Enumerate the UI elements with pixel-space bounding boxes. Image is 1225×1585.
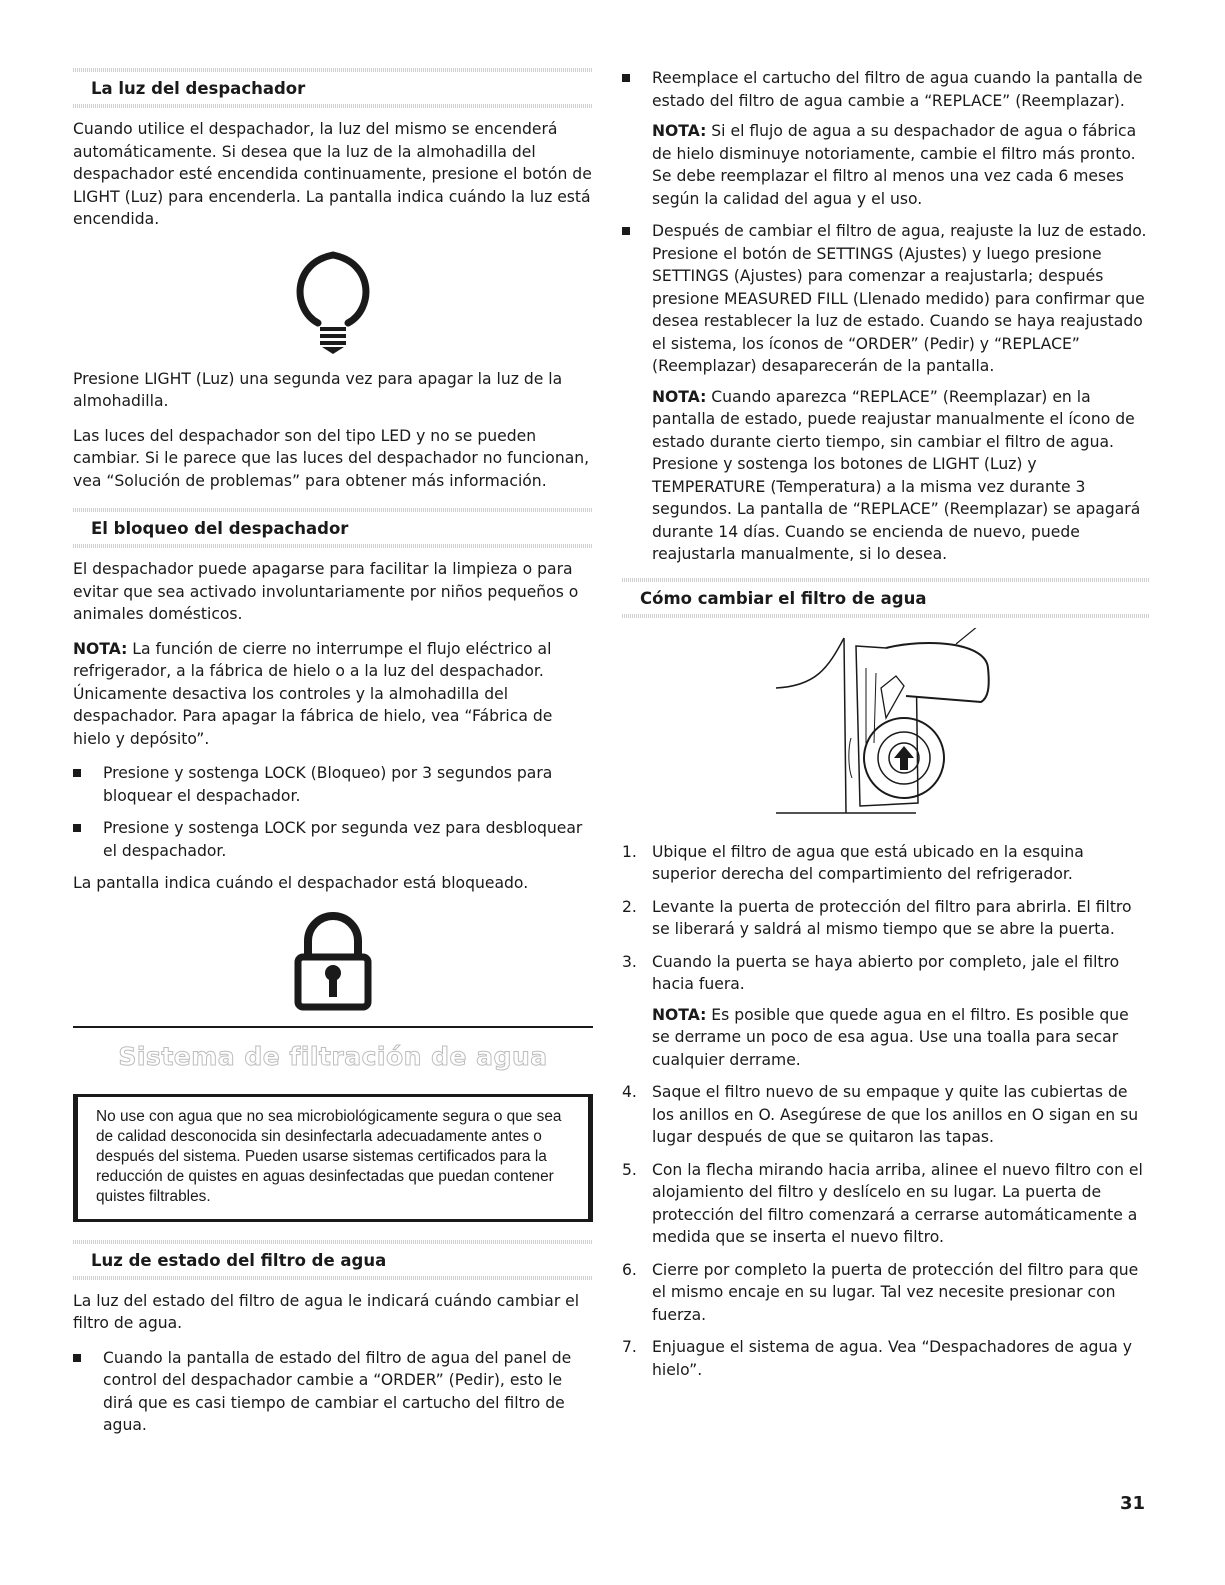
list-item: 2. Levante la puerta de protección del filtro para abrirla. El filtro se liberará y saldrá al mismo tiempo que se abre la puerta. — [622, 897, 1132, 938]
section-heading: Luz de estado del filtro de agua — [91, 1250, 387, 1270]
paragraph: Cuando utilice el despachador, la luz del mismo se encenderá automáticamente. Si desea que la luz de la almohadilla del despachador esté encendida continuamente, presione el botón de LIGHT (Luz) para encenderla. La pantalla indica cuándo la luz está encendida. — [73, 120, 592, 228]
note-label: NOTA: — [652, 387, 707, 406]
section-header-filter-status — [73, 1240, 593, 1280]
light-bulb-icon — [73, 243, 593, 358]
list-item: Presione y sostenga LOCK (Bloqueo) por 3 segundos para bloquear el despachador. — [73, 762, 593, 807]
list-item: 3. Cuando la puerta se haya abierto por completo, jale el filtro hacia fuera. NOTA: Es posible que quede agua en el filtro. Es posible que se derrame un poco de esa agua. Use una toalla para secar cualquier derrame. — [622, 951, 1150, 1072]
filter-status-bullet-list — [73, 1347, 593, 1437]
bullet-square-icon — [622, 227, 630, 235]
note-text: La función de cierre no interrumpe el flujo eléctrico al refrigerador, a la fábrica de hielo o a la luz del despachador. Únicamente desactiva los controles y la almohadilla del despachador. Para apagar la fábrica de hielo, vea “Fábrica de hielo y depósito”. — [73, 639, 553, 748]
header-rule — [622, 614, 1150, 618]
list-item: 5. Con la flecha mirando hacia arriba, alinee el nuevo filtro con el alojamiento del filtro y deslícelo en su lugar. La puerta de protección del filtro comenzará a cerrarse automáticamente a medida que se inserta el nuevo filtro. — [622, 1160, 1143, 1246]
list-item: Después de cambiar el filtro de agua, reajuste la luz de estado. Presione el botón de SETTINGS (Ajustes) y luego presione SETTINGS (Ajustes) para comenzar a reajustarla; después presione MEASURED FILL (Llenado medido) para confirmar que desea restablecer la luz de estado. Cuando se haya reajustado el sistema, los íconos de “ORDER” (Pedir) y “REPLACE” (Reemplazar) desaparecerán de la pantalla. NOTA: Cuando aparezca “REPLACE” (Reemplazar) en la pantalla de estado, puede reajustar manualmente el ícono de estado durante cierto tiempo, sin cambiar el filtro de agua. Presione y sostenga los botones de LIGHT (Luz) y TEMPERATURE (Temperatura) a la misma vez durante 3 segundos. La pantalla de “REPLACE” (Reemplazar) se apagará durante 14 días. Cuando se encienda de nuevo, puede reajustarla manualmente, si lo desea. — [622, 220, 1150, 566]
paragraph: Las luces del despachador son del tipo LED y no se pueden cambiar. Si le parece que las luces del despachador no funcionan, vea “Solución de problemas” para obtener más información. — [73, 426, 590, 490]
section-heading: El bloqueo del despachador — [91, 519, 349, 538]
warning-box: No use con agua que no sea microbiológicamente segura o que sea de calidad desconocida sin desinfectarla adecuadamente antes o después del sistema. Pueden usarse sistemas certificados para la reducción de quistes en aguas desinfectadas que puedan contener quistes filtrables. — [73, 1094, 593, 1222]
right-column — [622, 68, 1150, 1391]
bullet-square-icon — [73, 824, 81, 832]
change-filter-steps — [622, 841, 1150, 1382]
lock-bullet-list — [73, 762, 593, 862]
note-label: NOTA: — [652, 1005, 707, 1024]
section-heading: La luz del despachador — [91, 79, 306, 98]
water-filter-illustration — [622, 628, 1150, 833]
list-item: 6. Cierre por completo la puerta de protección del filtro para que el mismo encaje en su lugar. Tal vez necesite presionar con fuerza. — [622, 1260, 1139, 1324]
header-rule — [73, 104, 593, 108]
paragraph: La pantalla indica cuándo el despachador está bloqueado. — [73, 874, 529, 892]
note-text: Si el flujo de agua a su despachador de agua o fábrica de hielo disminuye notoriamente, cambie el filtro más pronto. Se debe reemplazar el filtro al menos una vez cada 6 meses según la calidad del agua y el uso. — [652, 122, 1137, 208]
header-rule — [73, 1240, 593, 1244]
list-item: 4. Saque el filtro nuevo de su empaque y quite las cubiertas de los anillos en O. Asegúrese de que los anillos en O sigan en su lugar después de que se quitaron las tapas. — [622, 1083, 1139, 1146]
list-item: 1. Ubique el filtro de agua que está ubicado en la esquina superior derecha del compartimiento del refrigerador. — [622, 842, 1084, 883]
list-item: Presione y sostenga LOCK por segunda vez para desbloquear el despachador. — [73, 817, 593, 862]
header-rule — [73, 544, 593, 548]
paragraph: Presione LIGHT (Luz) una segunda vez para apagar la luz de la almohadilla. — [73, 369, 563, 410]
bullet-square-icon — [622, 74, 630, 82]
note-paragraph — [73, 638, 593, 751]
note-label: NOTA: — [652, 122, 707, 140]
note-text: Cuando aparezca “REPLACE” (Reemplazar) en la pantalla de estado, puede reajustar manualmente el ícono de estado durante cierto tiempo, sin cambiar el filtro de agua. Presione y sostenga los botones de LIGHT (Luz) y TEMPERATURE (Temperatura) a la misma vez durante 3 segundos. La pantalla de “REPLACE” (Reemplazar) se apagará durante 14 días. Cuando se encienda de nuevo, puede reajustarla manualmente, si lo desea. — [652, 387, 1141, 563]
note-paragraph — [652, 1004, 1150, 1072]
bullet-square-icon — [73, 769, 81, 777]
header-rule — [622, 578, 1150, 582]
system-title: Sistema de filtración de agua — [73, 1026, 593, 1082]
list-item: Cuando la pantalla de estado del filtro de agua del panel de control del despachador cambie a “ORDER” (Pedir), esto le dirá que es casi tiempo de cambiar el cartucho del filtro de agua. — [73, 1347, 593, 1437]
section-heading: Cómo cambiar el filtro de agua — [640, 588, 927, 608]
header-rule — [73, 508, 593, 512]
replace-bullet-list — [622, 67, 1150, 566]
list-item: Reemplace el cartucho del filtro de agua cuando la pantalla de estado del filtro de agua cambie a “REPLACE” (Reemplazar). NOTA: Si el flujo de agua a su despachador de agua o fábrica de hielo disminuye notoriamente, cambie el filtro más pronto. Se debe reemplazar el filtro al menos una vez cada 6 meses según la calidad del agua y el uso. — [622, 67, 1150, 210]
section-header-dispenser-light — [73, 68, 593, 108]
note-label: NOTA: — [73, 639, 128, 658]
padlock-icon — [73, 907, 593, 1012]
page-number: 31 — [1119, 1493, 1145, 1514]
note-paragraph — [652, 386, 1150, 566]
list-item: 7. Enjuague el sistema de agua. Vea “Despachadores de agua y hielo”. — [622, 1338, 1133, 1379]
paragraph: La luz del estado del filtro de agua le indicará cuándo cambiar el filtro de agua. — [73, 1291, 580, 1332]
paragraph: El despachador puede apagarse para facilitar la limpieza o para evitar que sea activado involuntariamente por niños pequeños o animales domésticos. — [73, 560, 579, 623]
note-text: Es posible que quede agua en el filtro. Es posible que se derrame un poco de esa agua. Use una toalla para secar cualquier derrame. — [652, 1005, 1129, 1069]
note-paragraph — [652, 120, 1150, 210]
section-header-dispenser-lock — [73, 508, 593, 548]
left-column — [73, 68, 593, 1447]
section-header-change-filter — [622, 578, 1150, 618]
bullet-square-icon — [73, 1354, 81, 1362]
header-rule — [73, 1276, 593, 1280]
header-rule — [73, 68, 593, 72]
